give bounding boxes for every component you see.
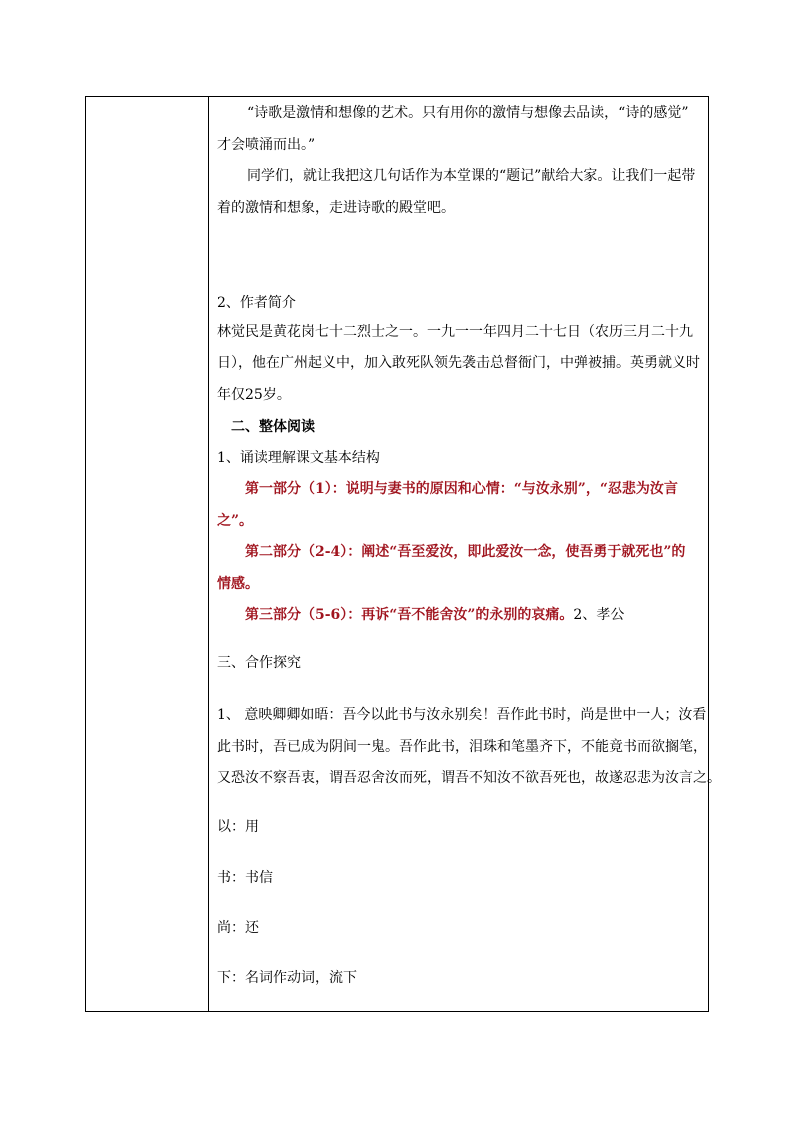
intro-text-line-1: 同学们，就让我把这几句话作为本堂课的“题记”献给大家。让我们一起带 [247,168,696,184]
left-column [86,97,209,1011]
gloss-shang: 尚：还 [217,920,259,936]
explore-heading: 三、合作探究 [217,655,301,671]
intro-text-line-2: 着的激情和想象，走进诗歌的殿堂吧。 [217,200,455,216]
structure-subheading: 1、诵读理解课文基本结构 [217,450,380,466]
explore-passage-line-2: 此书时，吾已成为阴间一鬼。吾作此书，泪珠和笔墨齐下，不能竟书而欲搁笔， [217,739,707,755]
author-heading: 2、作者简介 [217,295,296,311]
intro-quote-line-1: “诗歌是激情和想像的艺术。只有用你的激情与想像去品读，“诗的感觉” [247,105,689,121]
gloss-xia: 下：名词作动词，流下 [217,970,357,986]
part-2-line-1: 第二部分（2-4）：阐述“吾至爱汝，即此爱汝一念，使吾勇于就死也”的 [245,544,686,560]
part-3-line [245,605,624,625]
intro-quote-line-2: 才会喷涌而出。” [217,137,316,153]
gloss-yi: 以：用 [217,819,259,835]
part-3-tail: 2、孝公 [573,607,625,623]
content-column [209,97,721,1011]
gloss-shu: 书：书信 [217,870,273,886]
author-text-line-2: 日），他在广州起义中，加入敢死队领先袭击总督衙门，中弹被捕。英勇就义时 [217,355,700,371]
overall-reading-heading: 二、整体阅读 [231,419,315,435]
explore-passage-line-1: 1、 意映卿卿如晤：吾今以此书与汝永别矣！吾作此书时，尚是世中一人；汝看 [217,707,707,723]
author-text-line-1: 林觉民是黄花岗七十二烈士之一。一九一一年四月二十七日（农历三月二十九 [217,324,693,340]
part-1-line-1: 第一部分（1）：说明与妻书的原因和心情：“与汝永别”，“忍悲为汝言 [245,481,678,497]
author-text-line-3: 年仅25岁。 [217,387,291,403]
part-3-text: 第三部分（5-6）：再诉“吾不能舍汝”的永别的哀痛。 [245,607,574,623]
explore-passage-line-3: 又恐汝不察吾衷，谓吾忍舍汝而死，谓吾不知汝不欲吾死也，故遂忍悲为汝言之。 [217,770,721,786]
part-2-line-2: 情感。 [217,576,259,592]
part-1-line-2: 之”。 [217,513,254,529]
lesson-table [85,96,721,1012]
